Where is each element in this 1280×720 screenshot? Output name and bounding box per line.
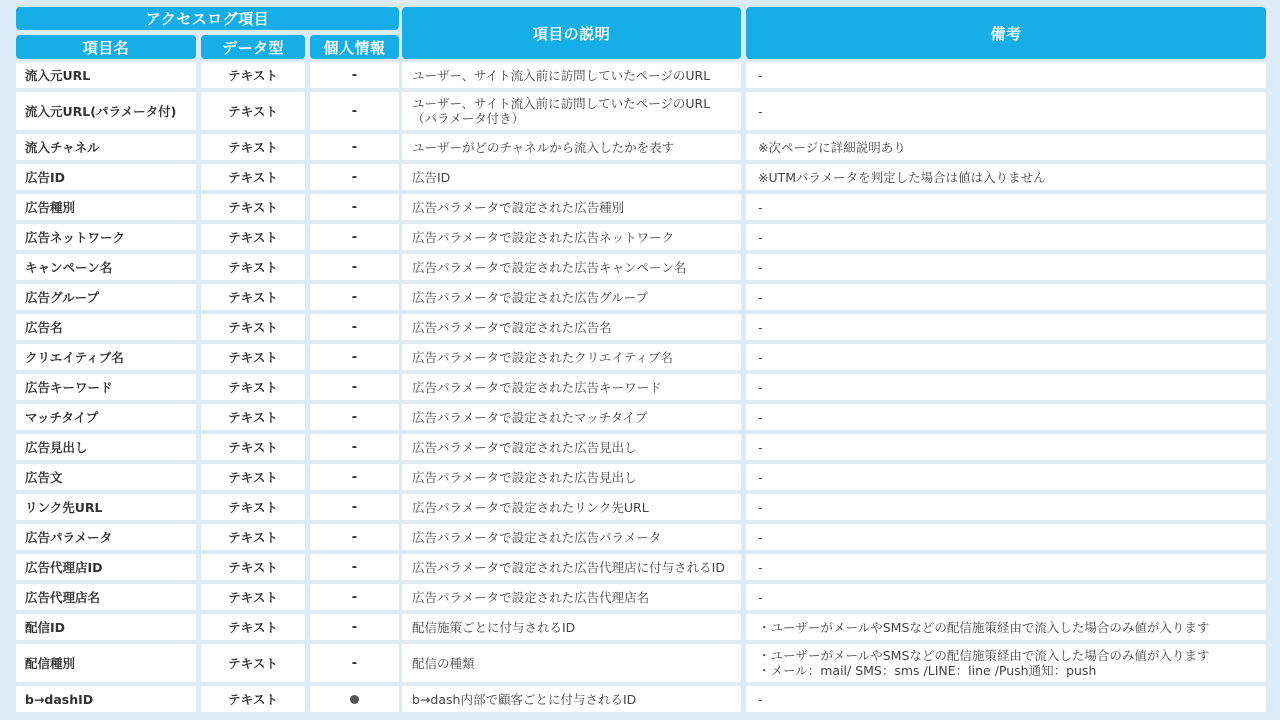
cell-notes bbox=[746, 374, 1266, 400]
description-text: 広告パラメータで設定されたクリエイティブ名 bbox=[412, 349, 673, 365]
cell-notes bbox=[746, 224, 1266, 250]
cell-item-name bbox=[16, 464, 196, 490]
personal-info-text: - bbox=[351, 559, 358, 575]
personal-info-text: - bbox=[351, 67, 358, 83]
cell-item-name bbox=[16, 644, 196, 682]
cell-data-type bbox=[201, 344, 305, 370]
cell-data-type bbox=[201, 494, 305, 520]
data-type-text: テキスト bbox=[228, 560, 278, 575]
cell-description bbox=[402, 614, 741, 640]
cell-item-name bbox=[16, 344, 196, 370]
table-row bbox=[14, 494, 1266, 520]
cell-notes bbox=[746, 62, 1266, 88]
cell-item-name bbox=[16, 404, 196, 430]
data-type-text: テキスト bbox=[228, 140, 278, 155]
cell-data-type bbox=[201, 134, 305, 160]
cell-item-name bbox=[16, 62, 196, 88]
notes-text: - bbox=[758, 319, 763, 335]
item-name-text: 広告代理店名 bbox=[25, 590, 101, 605]
header-personal-info: 個人情報 bbox=[310, 35, 399, 59]
cell-data-type bbox=[201, 524, 305, 550]
cell-description bbox=[402, 464, 741, 490]
cell-personal-info bbox=[310, 194, 399, 220]
table-row bbox=[14, 554, 1266, 580]
cell-notes bbox=[746, 164, 1266, 190]
description-text: 広告パラメータで設定された広告キャンペーン名 bbox=[412, 259, 687, 275]
description-text: 広告パラメータで設定された広告ネットワーク bbox=[412, 229, 675, 245]
item-name-text: 配信種別 bbox=[25, 656, 76, 671]
item-name-text: 広告代理店ID bbox=[25, 560, 103, 575]
cell-notes bbox=[746, 134, 1266, 160]
item-name-text: 広告グループ bbox=[25, 290, 100, 305]
cell-item-name bbox=[16, 314, 196, 340]
data-type-text: テキスト bbox=[228, 200, 278, 215]
cell-item-name bbox=[16, 92, 196, 130]
cell-notes bbox=[746, 494, 1266, 520]
cell-description bbox=[402, 404, 741, 430]
notes-text: - bbox=[758, 529, 763, 545]
cell-description bbox=[402, 644, 741, 682]
item-name-text: 広告文 bbox=[25, 470, 63, 485]
cell-personal-info bbox=[310, 374, 399, 400]
cell-description bbox=[402, 134, 741, 160]
cell-notes bbox=[746, 464, 1266, 490]
header-item-name: 項目名 bbox=[16, 35, 196, 59]
table-row bbox=[14, 614, 1266, 640]
description-text: 広告パラメータで設定された広告代理店名 bbox=[412, 589, 650, 605]
cell-personal-info bbox=[310, 524, 399, 550]
personal-info-text: - bbox=[351, 499, 358, 515]
table-row bbox=[14, 164, 1266, 190]
cell-description bbox=[402, 584, 741, 610]
header-notes: 備考 bbox=[746, 7, 1266, 59]
cell-data-type bbox=[201, 464, 305, 490]
personal-info-text: - bbox=[351, 259, 358, 275]
notes-text: ※UTMパラメータを判定した場合は値は入りません bbox=[758, 169, 1046, 185]
data-type-text: テキスト bbox=[228, 260, 278, 275]
description-text: 広告パラメータで設定された広告見出し bbox=[412, 469, 637, 485]
data-type-text: テキスト bbox=[228, 350, 278, 365]
cell-notes bbox=[746, 314, 1266, 340]
notes-text: - bbox=[758, 499, 763, 515]
notes-text: - bbox=[758, 589, 763, 605]
description-text: 配信施策ごとに付与されるID bbox=[412, 619, 576, 635]
notes-text: - bbox=[758, 691, 763, 707]
cell-notes bbox=[746, 254, 1266, 280]
personal-info-text: - bbox=[351, 199, 358, 215]
personal-info-text: - bbox=[351, 319, 358, 335]
cell-description bbox=[402, 314, 741, 340]
notes-text: ※次ページに詳細説明あり bbox=[758, 139, 906, 155]
data-type-text: テキスト bbox=[228, 320, 278, 335]
cell-data-type bbox=[201, 644, 305, 682]
notes-text: - bbox=[758, 469, 763, 485]
item-name-text: 広告キーワード bbox=[25, 380, 113, 395]
cell-item-name bbox=[16, 686, 196, 712]
cell-personal-info bbox=[310, 554, 399, 580]
notes-text: - bbox=[758, 259, 763, 275]
personal-info-text: - bbox=[351, 589, 358, 605]
cell-data-type bbox=[201, 686, 305, 712]
data-type-text: テキスト bbox=[228, 530, 278, 545]
cell-description bbox=[402, 224, 741, 250]
cell-data-type bbox=[201, 62, 305, 88]
personal-info-text: - bbox=[351, 619, 358, 635]
cell-description bbox=[402, 254, 741, 280]
description-text: 広告パラメータで設定された広告見出し bbox=[412, 439, 637, 455]
cell-notes bbox=[746, 344, 1266, 370]
cell-description bbox=[402, 494, 741, 520]
cell-data-type bbox=[201, 164, 305, 190]
cell-notes bbox=[746, 644, 1266, 682]
notes-text: - bbox=[758, 289, 763, 305]
notes-text: - bbox=[758, 559, 763, 575]
item-name-text: クリエイティブ名 bbox=[25, 350, 124, 365]
cell-description bbox=[402, 344, 741, 370]
cell-personal-info bbox=[310, 584, 399, 610]
personal-info-text: - bbox=[351, 409, 358, 425]
table-row bbox=[14, 374, 1266, 400]
cell-notes bbox=[746, 194, 1266, 220]
cell-data-type bbox=[201, 584, 305, 610]
cell-item-name bbox=[16, 224, 196, 250]
cell-description bbox=[402, 686, 741, 712]
table-row bbox=[14, 134, 1266, 160]
cell-data-type bbox=[201, 254, 305, 280]
table-row bbox=[14, 92, 1266, 130]
cell-notes bbox=[746, 284, 1266, 310]
personal-info-text: - bbox=[351, 439, 358, 455]
cell-description bbox=[402, 524, 741, 550]
table-row bbox=[14, 584, 1266, 610]
cell-personal-info bbox=[310, 92, 399, 130]
cell-data-type bbox=[201, 284, 305, 310]
cell-personal-info bbox=[310, 494, 399, 520]
personal-info-text: - bbox=[351, 379, 358, 395]
cell-notes bbox=[746, 92, 1266, 130]
item-name-text: 流入元URL bbox=[25, 68, 91, 83]
data-type-text: テキスト bbox=[228, 620, 278, 635]
personal-info-text: - bbox=[351, 289, 358, 305]
data-type-text: テキスト bbox=[228, 170, 278, 185]
description-text: 広告ID bbox=[412, 169, 451, 185]
cell-item-name bbox=[16, 494, 196, 520]
description-text: 広告パラメータで設定されたマッチタイプ bbox=[412, 409, 648, 425]
item-name-text: キャンペーン名 bbox=[25, 260, 113, 275]
table-row bbox=[14, 434, 1266, 460]
personal-info-text: - bbox=[351, 349, 358, 365]
cell-description bbox=[402, 92, 741, 130]
cell-personal-info bbox=[310, 614, 399, 640]
notes-text: - bbox=[758, 229, 763, 245]
cell-description bbox=[402, 62, 741, 88]
table-row bbox=[14, 524, 1266, 550]
cell-notes bbox=[746, 614, 1266, 640]
cell-notes bbox=[746, 686, 1266, 712]
data-type-text: テキスト bbox=[228, 380, 278, 395]
cell-notes bbox=[746, 554, 1266, 580]
description-text: 広告パラメータで設定された広告グループ bbox=[412, 289, 649, 305]
notes-text: - bbox=[758, 103, 763, 119]
cell-description bbox=[402, 284, 741, 310]
description-text: （パラメータ付き） bbox=[412, 111, 525, 126]
cell-description bbox=[402, 554, 741, 580]
cell-data-type bbox=[201, 614, 305, 640]
table-row bbox=[14, 464, 1266, 490]
table-row bbox=[14, 284, 1266, 310]
cell-item-name bbox=[16, 134, 196, 160]
notes-text: - bbox=[758, 379, 763, 395]
table-row bbox=[14, 344, 1266, 370]
item-name-text: マッチタイプ bbox=[25, 410, 99, 425]
cell-item-name bbox=[16, 164, 196, 190]
data-type-text: テキスト bbox=[228, 68, 278, 83]
header-data-type: データ型 bbox=[201, 35, 305, 59]
data-type-text: テキスト bbox=[228, 104, 278, 119]
item-name-text: 流入元URL(パラメータ付) bbox=[25, 104, 177, 119]
notes-text: - bbox=[758, 409, 763, 425]
cell-data-type bbox=[201, 374, 305, 400]
access-log-table bbox=[14, 6, 1266, 718]
data-type-text: テキスト bbox=[228, 230, 278, 245]
personal-info-text: - bbox=[351, 655, 358, 671]
item-name-text: 配信ID bbox=[25, 620, 66, 635]
cell-description bbox=[402, 374, 741, 400]
item-name-text: 広告見出し bbox=[25, 440, 88, 455]
cell-item-name bbox=[16, 524, 196, 550]
data-type-text: テキスト bbox=[228, 500, 278, 515]
cell-personal-info bbox=[310, 224, 399, 250]
cell-item-name bbox=[16, 614, 196, 640]
cell-personal-info bbox=[310, 464, 399, 490]
item-name-text: 広告ネットワーク bbox=[25, 230, 126, 245]
table-row bbox=[14, 194, 1266, 220]
notes-text: - bbox=[758, 349, 763, 365]
cell-data-type bbox=[201, 224, 305, 250]
notes-text: ・メール：mail/ SMS：sms /LINE：line /Push通知：push bbox=[758, 663, 1097, 678]
personal-info-text: - bbox=[351, 169, 358, 185]
cell-item-name bbox=[16, 434, 196, 460]
cell-description bbox=[402, 434, 741, 460]
description-text: ユーザー、サイト流入前に訪問していたページのURL bbox=[412, 96, 711, 111]
description-text: 配信の種類 bbox=[412, 655, 475, 671]
personal-info-text: - bbox=[351, 229, 358, 245]
item-name-text: 広告ID bbox=[25, 170, 66, 185]
data-type-text: テキスト bbox=[228, 410, 278, 425]
description-text: 広告パラメータで設定されたリンク先URL bbox=[412, 499, 649, 515]
personal-info-dot-icon bbox=[350, 695, 359, 704]
cell-item-name bbox=[16, 254, 196, 280]
cell-notes bbox=[746, 584, 1266, 610]
personal-info-text: - bbox=[351, 139, 358, 155]
notes-text: ・ユーザーがメールやSMSなどの配信施策経由で流入した場合のみ値が入ります bbox=[758, 619, 1210, 635]
cell-personal-info bbox=[310, 686, 399, 712]
cell-description bbox=[402, 164, 741, 190]
cell-item-name bbox=[16, 284, 196, 310]
data-type-text: テキスト bbox=[228, 590, 278, 605]
description-text: 広告パラメータで設定された広告パラメータ bbox=[412, 529, 662, 545]
cell-item-name bbox=[16, 194, 196, 220]
data-type-text: テキスト bbox=[228, 656, 278, 671]
cell-item-name bbox=[16, 554, 196, 580]
table-row bbox=[14, 62, 1266, 88]
cell-personal-info bbox=[310, 644, 399, 682]
cell-data-type bbox=[201, 194, 305, 220]
cell-personal-info bbox=[310, 62, 399, 88]
personal-info-text: - bbox=[351, 103, 358, 119]
personal-info-text: - bbox=[351, 529, 358, 545]
data-type-text: テキスト bbox=[228, 692, 278, 707]
header-access-log-group: アクセスログ項目 bbox=[16, 7, 399, 30]
notes-text: - bbox=[758, 67, 763, 83]
cell-personal-info bbox=[310, 344, 399, 370]
item-name-text: リンク先URL bbox=[25, 500, 103, 515]
description-text: 広告パラメータで設定された広告キーワード bbox=[412, 379, 662, 395]
item-name-text: 広告パラメータ bbox=[25, 530, 113, 545]
table-row bbox=[14, 314, 1266, 340]
cell-personal-info bbox=[310, 254, 399, 280]
cell-data-type bbox=[201, 314, 305, 340]
table-row bbox=[14, 254, 1266, 280]
personal-info-text: - bbox=[351, 469, 358, 485]
description-text: 広告パラメータで設定された広告名 bbox=[412, 319, 612, 335]
description-text: 広告パラメータで設定された広告代理店に付与されるID bbox=[412, 559, 725, 575]
cell-personal-info bbox=[310, 164, 399, 190]
description-text: ユーザーがどのチャネルから流入したかを表す bbox=[412, 139, 675, 155]
cell-personal-info bbox=[310, 434, 399, 460]
table-row bbox=[14, 404, 1266, 430]
item-name-text: 広告種別 bbox=[25, 200, 76, 215]
description-text: ユーザー、サイト流入前に訪問していたページのURL bbox=[412, 67, 711, 83]
cell-data-type bbox=[201, 434, 305, 460]
data-type-text: テキスト bbox=[228, 470, 278, 485]
description-text: b→dash内部で顧客ごとに付与されるID bbox=[412, 691, 637, 707]
notes-text: - bbox=[758, 199, 763, 215]
cell-data-type bbox=[201, 92, 305, 130]
cell-data-type bbox=[201, 404, 305, 430]
cell-personal-info bbox=[310, 314, 399, 340]
data-type-text: テキスト bbox=[228, 290, 278, 305]
notes-text: - bbox=[758, 439, 763, 455]
cell-personal-info bbox=[310, 134, 399, 160]
item-name-text: 広告名 bbox=[25, 320, 63, 335]
cell-notes bbox=[746, 434, 1266, 460]
cell-personal-info bbox=[310, 284, 399, 310]
description-text: 広告パラメータで設定された広告種別 bbox=[412, 199, 625, 215]
table-row bbox=[14, 224, 1266, 250]
cell-description bbox=[402, 194, 741, 220]
data-type-text: テキスト bbox=[228, 440, 278, 455]
header-description: 項目の説明 bbox=[402, 7, 741, 59]
cell-item-name bbox=[16, 584, 196, 610]
item-name-text: 流入チャネル bbox=[25, 140, 100, 155]
cell-data-type bbox=[201, 554, 305, 580]
cell-notes bbox=[746, 404, 1266, 430]
cell-item-name bbox=[16, 374, 196, 400]
cell-notes bbox=[746, 524, 1266, 550]
table-row bbox=[14, 644, 1266, 682]
item-name-text: b→dashID bbox=[25, 691, 94, 707]
table-row bbox=[14, 686, 1266, 712]
cell-personal-info bbox=[310, 404, 399, 430]
notes-text: ・ユーザーがメールやSMSなどの配信施策経由で流入した場合のみ値が入ります bbox=[758, 648, 1210, 663]
